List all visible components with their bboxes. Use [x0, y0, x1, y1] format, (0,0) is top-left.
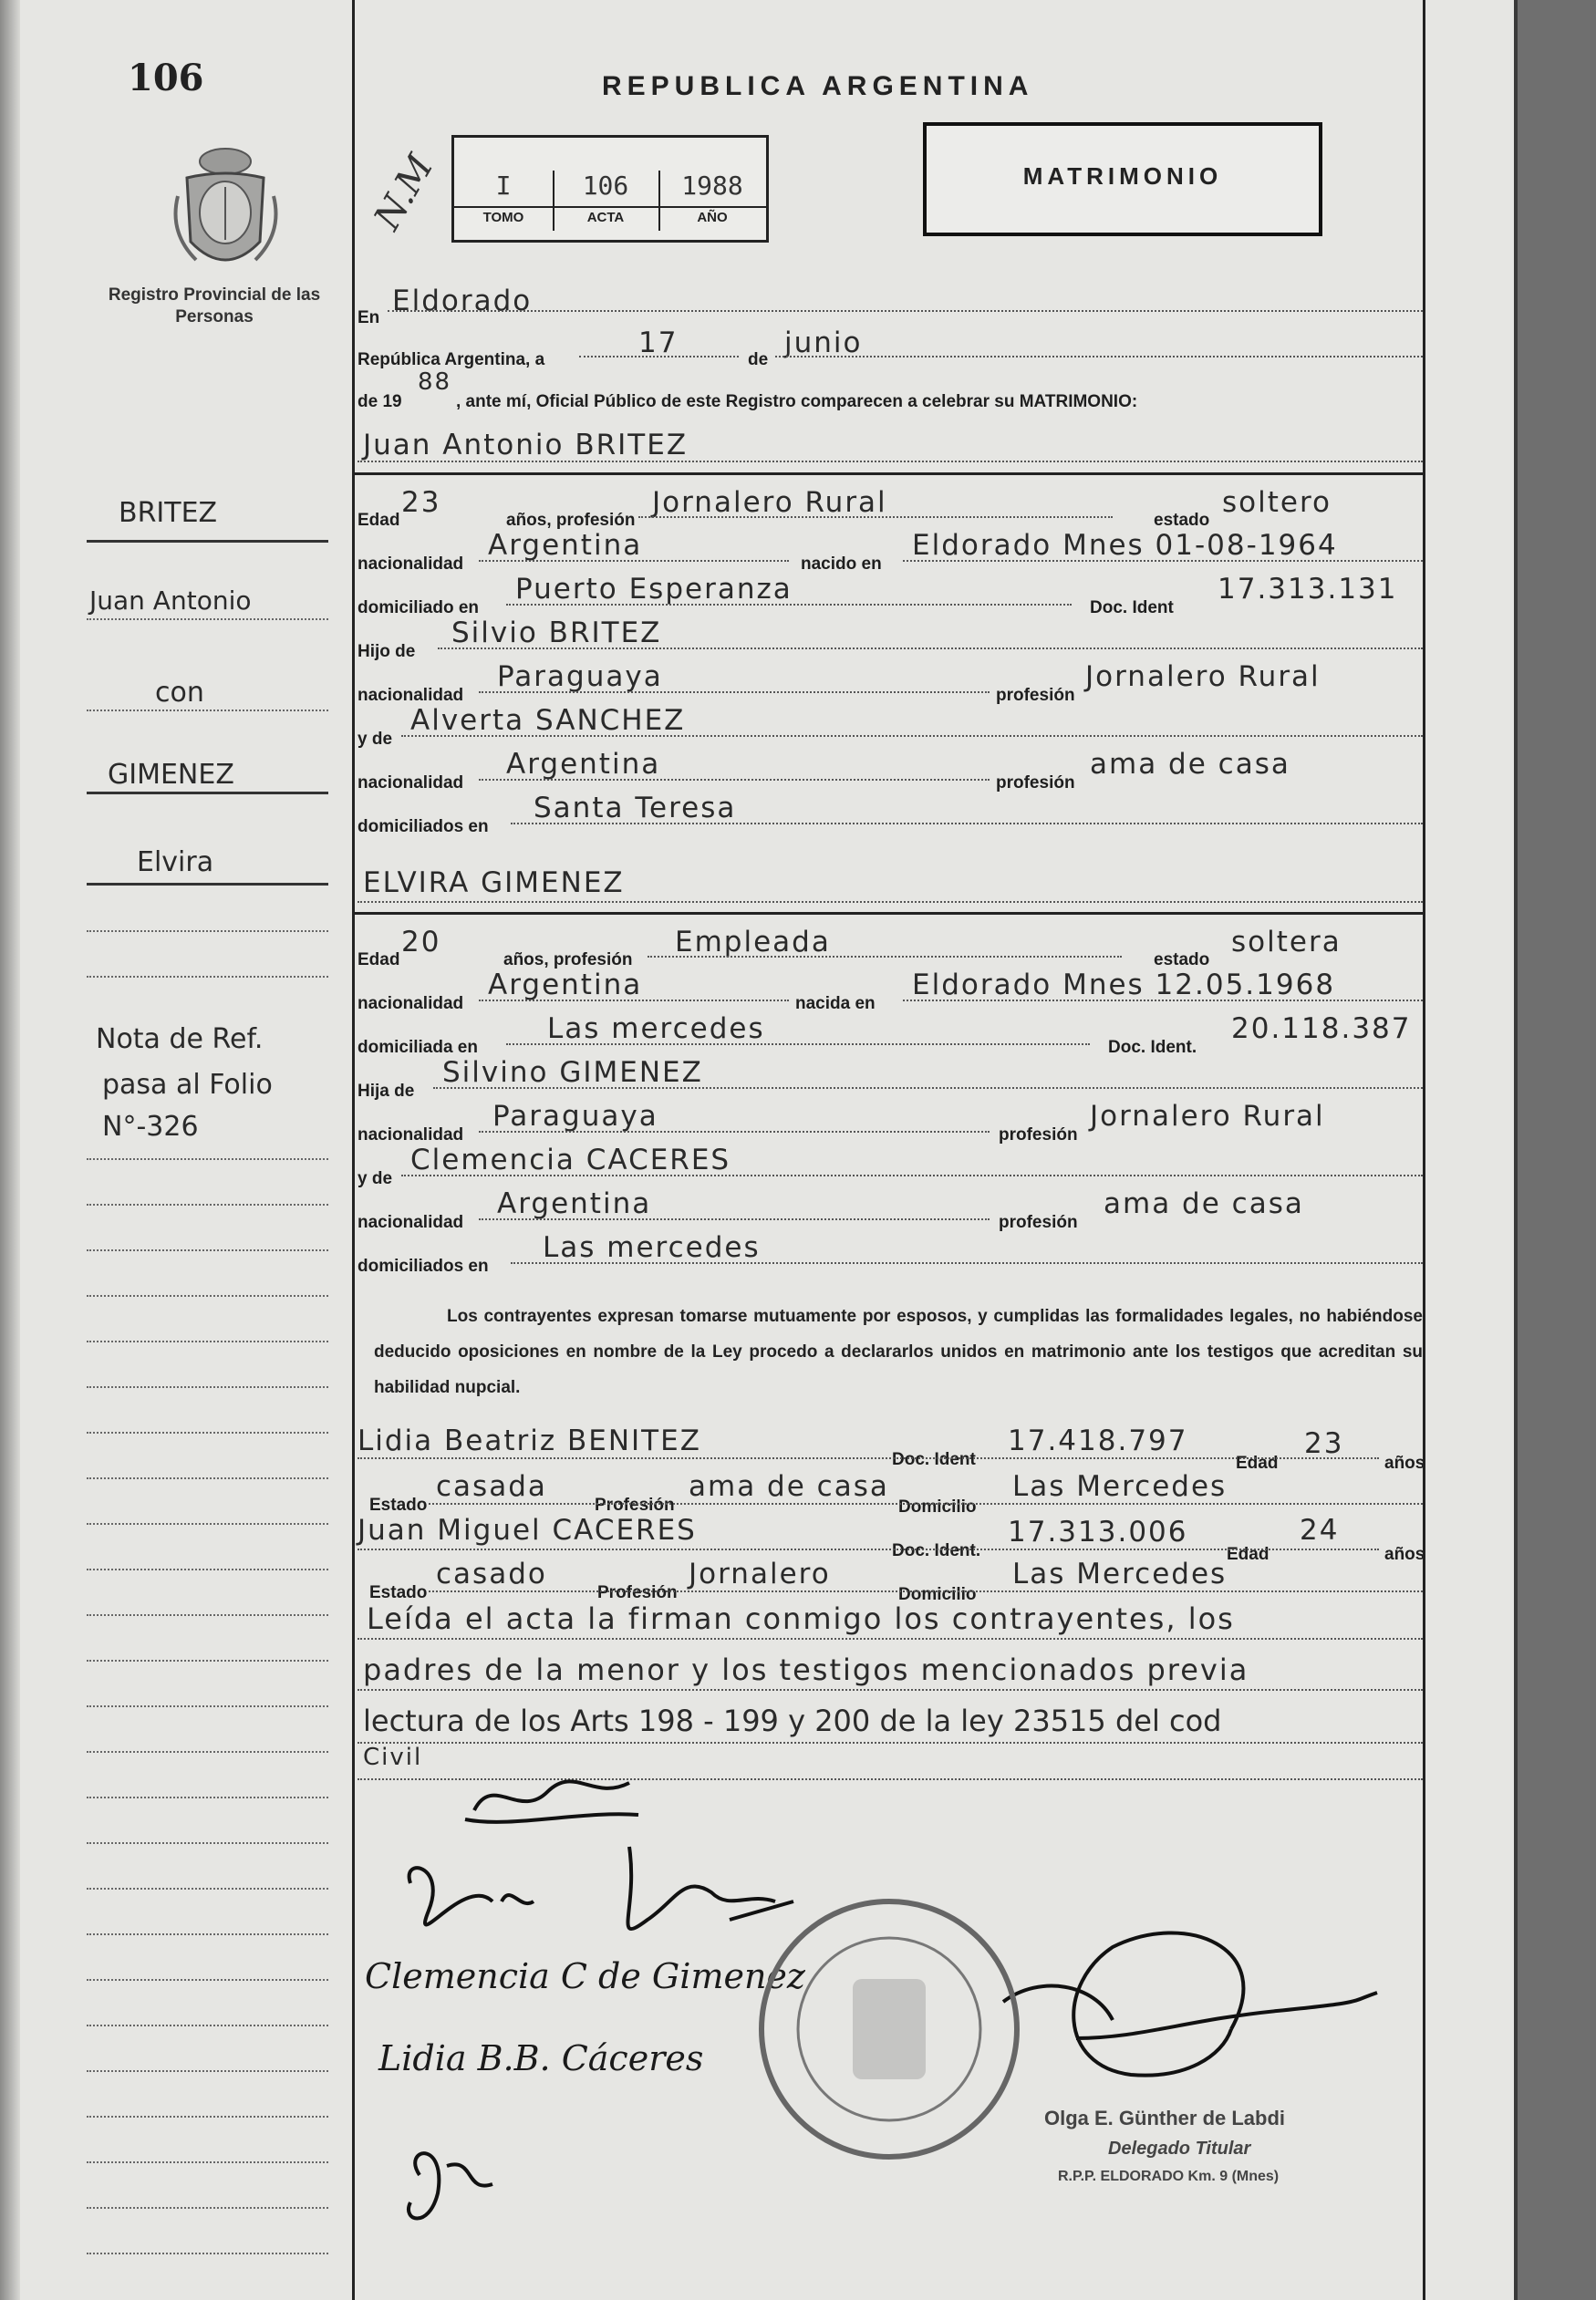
- bride-profession: Empleada: [675, 926, 831, 958]
- witness1-status: casada: [436, 1470, 547, 1503]
- officer-office: R.P.P. ELDORADO Km. 9 (Mnes): [1058, 2169, 1280, 2184]
- margin-note-3: N°-326: [102, 1111, 199, 1143]
- label-profesion: profesión: [999, 1125, 1078, 1145]
- groom-doc: 17.313.131: [1218, 573, 1398, 606]
- margin-line: [87, 1249, 328, 1251]
- margin-line: [87, 1523, 328, 1525]
- groom-birth: Eldorado Mnes 01-08-1964: [912, 529, 1338, 562]
- label-edad: Edad: [1227, 1545, 1270, 1564]
- margin-surname2: GIMENEZ: [108, 759, 234, 791]
- line: [433, 1087, 1423, 1089]
- witness1-doc: 17.418.797: [1008, 1425, 1188, 1457]
- margin-line: [87, 1705, 328, 1707]
- groom-profession: Jornalero Rural: [652, 486, 887, 519]
- label-anos-profesion: años, profesión: [503, 950, 633, 969]
- margin-line: [87, 930, 328, 932]
- witness1-address: Las Mercedes: [1012, 1470, 1228, 1503]
- signature-mark: [465, 1781, 638, 1821]
- bride-status: soltera: [1231, 926, 1342, 958]
- margin-line: [87, 883, 328, 886]
- label-estado: estado: [1154, 950, 1210, 969]
- signature-mark: [409, 2153, 492, 2218]
- coat-of-arms-icon: [169, 141, 283, 278]
- margin-note-1: Nota de Ref.: [96, 1023, 264, 1055]
- officer-name: Olga E. Günther de Labdi: [1044, 2107, 1286, 2129]
- bride-mother-prof: ama de casa: [1104, 1187, 1304, 1220]
- label-doc-ident: Doc. Ident.: [1108, 1038, 1197, 1057]
- label-anos: años: [1384, 1545, 1425, 1564]
- margin-line: [87, 1432, 328, 1434]
- margin-line: [87, 1386, 328, 1388]
- label-estado: Estado: [369, 1583, 428, 1602]
- month-value: junio: [784, 326, 863, 359]
- margin-line: [87, 2253, 328, 2254]
- line: [775, 356, 1423, 357]
- margin-line: [87, 1979, 328, 1981]
- line: [358, 1689, 1423, 1691]
- margin-line: [87, 976, 328, 978]
- groom-name: Juan Antonio BRITEZ: [363, 429, 689, 461]
- margin-line: [87, 1660, 328, 1662]
- bride-name: ELVIRA GIMENEZ: [363, 866, 625, 899]
- witness1-name: Lidia Beatriz BENITEZ: [358, 1425, 701, 1457]
- line: [358, 1457, 1379, 1459]
- margin-line: [87, 2207, 328, 2209]
- label-de-19: de 19: [358, 392, 402, 411]
- page-number: 106: [128, 57, 204, 99]
- groom-father-prof: Jornalero Rural: [1085, 660, 1321, 693]
- signature-mark: [409, 1868, 534, 1924]
- margin-line: [87, 1569, 328, 1570]
- witness2-name: Juan Miguel CACERES: [358, 1514, 697, 1547]
- label-nacionalidad: nacionalidad: [358, 1213, 464, 1232]
- label-nacida-en: nacida en: [795, 994, 876, 1013]
- margin-line: [87, 1888, 328, 1890]
- groom-status: soltero: [1222, 486, 1332, 519]
- label-domiciliado-en: domiciliado en: [358, 598, 480, 617]
- line: [511, 823, 1423, 824]
- line: [429, 1503, 1423, 1505]
- note-line-1: Leída el acta la firman conmigo los contrayentes, los: [367, 1601, 1235, 1636]
- place-value: Eldorado: [392, 285, 533, 317]
- witness2-doc: 17.313.006: [1008, 1516, 1188, 1549]
- ano-label: AÑO: [658, 206, 766, 225]
- section-divider: [355, 472, 1423, 475]
- line: [479, 691, 990, 693]
- label-domicilio: Domicilio: [898, 1585, 977, 1604]
- label-edad: Edad: [358, 950, 400, 969]
- label-de: de: [748, 350, 769, 369]
- margin-rule: [352, 0, 355, 2300]
- margin-line: [87, 1295, 328, 1297]
- country-title: REPUBLICA ARGENTINA: [602, 71, 1034, 101]
- groom-father: Silvio BRITEZ: [451, 616, 662, 649]
- groom-mother: Alverta SANCHEZ: [410, 704, 686, 737]
- margin-con: con: [155, 677, 204, 709]
- label-domiciliados-en: domiciliados en: [358, 817, 489, 836]
- signature-lidia: Lidia B.B. Cáceres: [378, 2038, 704, 2078]
- right-margin-rule: [1423, 0, 1425, 2300]
- margin-line: [87, 1842, 328, 1844]
- note-line-2: padres de la menor y los testigos mencionados previa: [363, 1652, 1249, 1687]
- margin-given: Juan Antonio: [89, 585, 252, 616]
- tomo-cell: [454, 171, 554, 231]
- line: [358, 1638, 1423, 1640]
- line: [479, 1218, 990, 1220]
- margin-line: [87, 2161, 328, 2163]
- witness2-address: Las Mercedes: [1012, 1558, 1228, 1590]
- line: [648, 956, 1122, 958]
- label-anos: años: [1384, 1454, 1425, 1473]
- acta-cell: [553, 171, 660, 231]
- registry-name: Registro Provincial de las Personas: [108, 285, 321, 326]
- label-domiciliada-en: domiciliada en: [358, 1038, 478, 1057]
- margin-line: [87, 1341, 328, 1342]
- bride-age: 20: [401, 926, 441, 958]
- margin-line: [87, 792, 328, 794]
- label-profesion: profesión: [999, 1213, 1078, 1232]
- declaration-paragraph: Los contrayentes expresan tomarse mutuamente por esposos, y cumplidas las formalidades legales, no habiéndose deducido oposiciones en nombre de la Ley procedo a declararlos unidos en matrimonio ante los testigos que acreditan su habilidad nupcial.: [374, 1307, 1423, 1397]
- label-doc-ident: Doc. Ident: [892, 1450, 976, 1469]
- line: [358, 901, 1423, 903]
- label-nacionalidad: nacionalidad: [358, 1125, 464, 1145]
- line: [479, 1000, 789, 1001]
- year-value: 88: [418, 368, 452, 396]
- tomo-value: I: [495, 171, 512, 201]
- groom-address: Puerto Esperanza: [515, 573, 793, 606]
- line: [401, 1175, 1423, 1176]
- day-value: 17: [638, 326, 679, 359]
- section-divider: [355, 912, 1423, 915]
- groom-age: 23: [401, 486, 441, 519]
- groom-mother-prof: ama de casa: [1090, 748, 1290, 781]
- witness2-age: 24: [1300, 1514, 1340, 1547]
- label-doc-ident: Doc. Ident: [1090, 598, 1174, 617]
- line: [479, 779, 990, 781]
- line: [511, 1262, 1423, 1264]
- label-domicilio: Domicilio: [898, 1497, 977, 1517]
- label-profesion: profesión: [996, 686, 1075, 705]
- margin-line: [87, 2116, 328, 2118]
- margin-surname: BRITEZ: [119, 497, 218, 529]
- line: [479, 560, 789, 562]
- bride-birth: Eldorado Mnes 12.05.1968: [912, 969, 1336, 1001]
- line: [358, 1549, 1379, 1550]
- margin-line: [87, 1933, 328, 1935]
- line: [388, 310, 1423, 312]
- label-profesion: Profesión: [597, 1583, 678, 1602]
- ano-cell: [658, 171, 766, 231]
- line: [429, 1590, 1423, 1592]
- label-nacionalidad: nacionalidad: [358, 554, 464, 574]
- margin-line: [87, 1477, 328, 1479]
- acta-value: 106: [582, 171, 629, 201]
- witness1-age: 23: [1304, 1427, 1344, 1460]
- witness2-profession: Jornalero: [689, 1558, 831, 1590]
- label-profesion: profesión: [996, 773, 1075, 793]
- acta-label: ACTA: [553, 206, 658, 225]
- label-y-de: y de: [358, 730, 393, 749]
- witness1-profession: ama de casa: [689, 1470, 889, 1503]
- label-edad: Edad: [1236, 1454, 1279, 1473]
- line: [358, 1742, 1423, 1744]
- note-line-4: Civil: [363, 1744, 423, 1771]
- label-domiciliados-en: domiciliados en: [358, 1257, 489, 1276]
- ano-value: 1988: [681, 171, 743, 201]
- label-estado: estado: [1154, 511, 1210, 530]
- label-edad: Edad: [358, 511, 400, 530]
- bride-address: Las mercedes: [547, 1012, 765, 1045]
- tomo-label: TOMO: [454, 206, 553, 225]
- line: [638, 516, 1113, 518]
- record-type-box: [923, 122, 1322, 236]
- witness2-status: casado: [436, 1558, 547, 1590]
- margin-line: [87, 1797, 328, 1798]
- bride-mother-nat: Argentina: [497, 1187, 652, 1220]
- margin-line: [87, 1751, 328, 1753]
- groom-parents-address: Santa Teresa: [534, 792, 737, 824]
- groom-nationality: Argentina: [488, 529, 643, 562]
- label-profesion: Profesión: [595, 1496, 675, 1515]
- record-type: MATRIMONIO: [1022, 162, 1223, 190]
- line: [506, 604, 1072, 606]
- label-republica: República Argentina, a: [358, 350, 545, 369]
- line: [438, 648, 1423, 649]
- officer-title: Delegado Titular: [1108, 2139, 1251, 2159]
- label-nacido-en: nacido en: [801, 554, 882, 574]
- initials: N.M: [366, 148, 442, 237]
- line: [401, 735, 1423, 737]
- margin-line: [87, 1158, 328, 1160]
- margin-line: [87, 710, 328, 711]
- label-nacionalidad: nacionalidad: [358, 994, 464, 1013]
- bride-nationality: Argentina: [488, 969, 643, 1001]
- bride-father: Silvino GIMENEZ: [442, 1056, 703, 1089]
- bride-father-prof: Jornalero Rural: [1090, 1100, 1325, 1133]
- line: [903, 1000, 1423, 1001]
- margin-line: [87, 2070, 328, 2072]
- label-y-de: y de: [358, 1169, 393, 1188]
- signature-mark: [1003, 1932, 1377, 2075]
- margin-line: [87, 540, 328, 543]
- book-spine: [0, 0, 20, 2300]
- label-anos-profesion: años, profesión: [506, 511, 636, 530]
- signature-clemencia: Clemencia C de Gimenez: [365, 1956, 805, 1996]
- bride-doc: 20.118.387: [1231, 1012, 1412, 1045]
- official-stamp-icon: [752, 1892, 1026, 2166]
- record-number-box: [451, 135, 769, 243]
- label-estado: Estado: [369, 1496, 428, 1515]
- note-line-3: lectura de los Arts 198 - 199 y 200 de la ley 23515 del cod: [363, 1704, 1222, 1738]
- label-hija-de: Hija de: [358, 1082, 415, 1101]
- margin-line: [87, 618, 328, 620]
- line: [903, 560, 1423, 562]
- margin-given2: Elvira: [137, 846, 214, 878]
- groom-mother-nat: Argentina: [506, 748, 661, 781]
- groom-father-nat: Paraguaya: [497, 660, 663, 693]
- label-doc-ident: Doc. Ident.: [892, 1541, 981, 1560]
- line: [479, 1131, 990, 1133]
- label-en: En: [358, 308, 380, 327]
- label-nacionalidad: nacionalidad: [358, 773, 464, 793]
- line: [358, 461, 1423, 462]
- margin-line: [87, 1614, 328, 1616]
- label-hijo-de: Hijo de: [358, 642, 416, 661]
- label-nacionalidad: nacionalidad: [358, 686, 464, 705]
- margin-note-2: pasa al Folio: [102, 1069, 273, 1101]
- label-ante-mi: , ante mí, Oficial Público de este Registro comparecen a celebrar su MATRIMONIO:: [456, 392, 1138, 411]
- margin-line: [87, 2025, 328, 2026]
- bride-parents-address: Las mercedes: [543, 1231, 761, 1264]
- line: [579, 356, 739, 357]
- bride-father-nat: Paraguaya: [492, 1100, 658, 1133]
- bride-mother: Clemencia CACERES: [410, 1144, 731, 1176]
- line: [506, 1043, 1090, 1045]
- margin-line: [87, 1204, 328, 1206]
